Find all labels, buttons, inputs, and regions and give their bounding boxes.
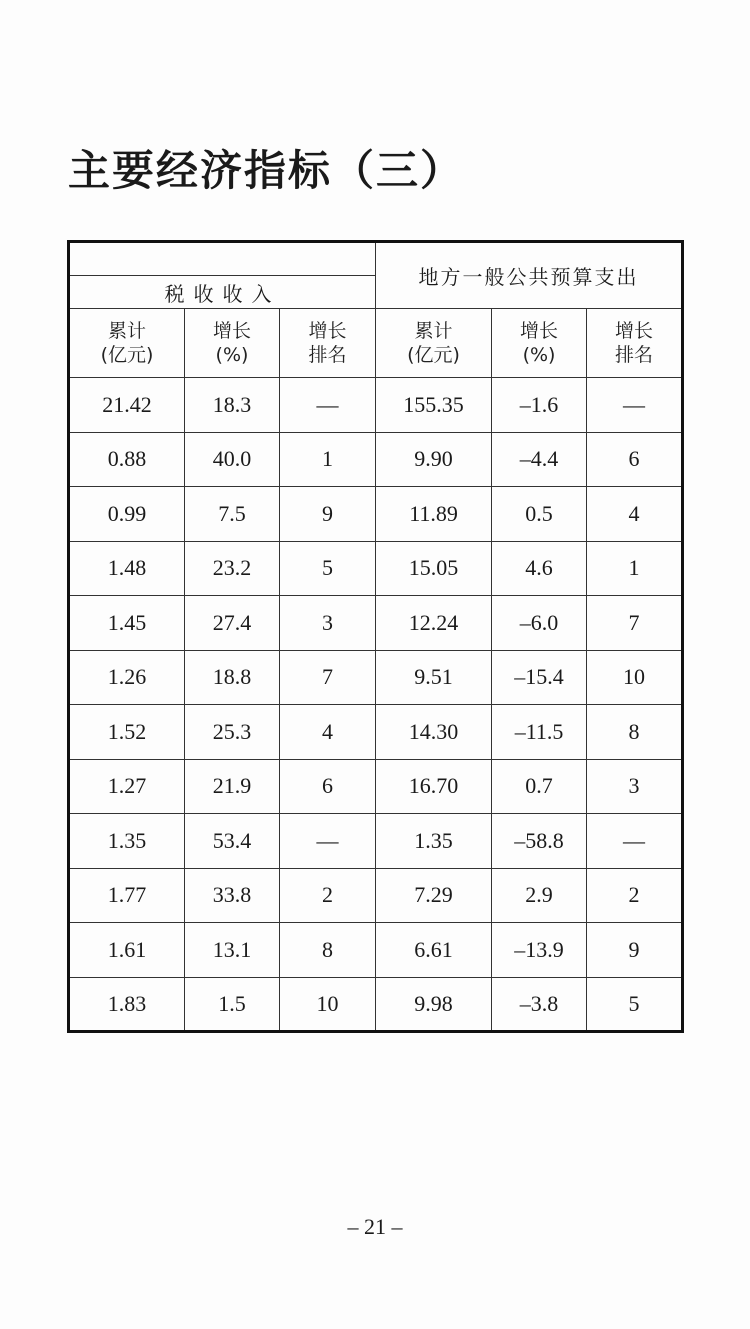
table-cell: 11.89: [376, 487, 492, 542]
table-cell: 10: [587, 650, 683, 705]
table-cell: 1.35: [376, 814, 492, 869]
table-cell: 8: [280, 923, 376, 978]
table-cell: —: [587, 378, 683, 433]
header-spacer: [69, 242, 376, 276]
column-header: [69, 309, 185, 378]
column-header-line1: 累计: [107, 320, 146, 342]
table-cell: 9.51: [376, 650, 492, 705]
table-row: [69, 977, 683, 1032]
table-row: [69, 596, 683, 651]
table-cell: 10: [280, 977, 376, 1032]
table-row: [69, 487, 683, 542]
table-cell: –1.6: [492, 378, 587, 433]
table-cell: 6: [587, 432, 683, 487]
table-cell: 0.7: [492, 759, 587, 814]
column-header: [587, 309, 683, 378]
table-cell: 1.61: [69, 923, 185, 978]
table-cell: 7: [587, 596, 683, 651]
column-header-line1: 增长: [308, 320, 347, 342]
column-header: [492, 309, 587, 378]
table-cell: 23.2: [185, 541, 280, 596]
table-cell: 155.35: [376, 378, 492, 433]
table-cell: 1.35: [69, 814, 185, 869]
table-row: [69, 432, 683, 487]
column-header: [280, 309, 376, 378]
economic-indicators-table: [67, 240, 684, 1033]
table-cell: 6: [280, 759, 376, 814]
column-header-line1: 增长: [615, 320, 654, 342]
table-cell: 3: [587, 759, 683, 814]
table-cell: 1.5: [185, 977, 280, 1032]
group-header-tax-revenue: 税收收入: [69, 276, 376, 309]
table-cell: 21.42: [69, 378, 185, 433]
table-cell: 2: [587, 868, 683, 923]
column-header-line2: (%): [215, 344, 249, 366]
table-cell: 7: [280, 650, 376, 705]
table-cell: 16.70: [376, 759, 492, 814]
table-cell: 1.52: [69, 705, 185, 760]
table-cell: 0.88: [69, 432, 185, 487]
table-cell: –15.4: [492, 650, 587, 705]
page-number: – 21 –: [347, 1214, 403, 1239]
table-cell: 4.6: [492, 541, 587, 596]
table-cell: –58.8: [492, 814, 587, 869]
table-cell: 5: [280, 541, 376, 596]
table-cell: 53.4: [185, 814, 280, 869]
table-cell: 7.5: [185, 487, 280, 542]
table-cell: 9.90: [376, 432, 492, 487]
table-cell: 0.5: [492, 487, 587, 542]
table-cell: 18.3: [185, 378, 280, 433]
table-cell: 6.61: [376, 923, 492, 978]
table-cell: 2.9: [492, 868, 587, 923]
table-cell: 1.83: [69, 977, 185, 1032]
table-cell: 33.8: [185, 868, 280, 923]
table-cell: 1.27: [69, 759, 185, 814]
table-cell: 2: [280, 868, 376, 923]
column-header-line2: 排名: [615, 344, 654, 366]
table-row: [69, 759, 683, 814]
table-cell: 1.77: [69, 868, 185, 923]
table-row: [69, 378, 683, 433]
table-row: [69, 868, 683, 923]
table-cell: –13.9: [492, 923, 587, 978]
table-row: [69, 650, 683, 705]
column-header-line1: 累计: [414, 320, 453, 342]
table-cell: 9: [587, 923, 683, 978]
table-cell: 4: [587, 487, 683, 542]
table-cell: –11.5: [492, 705, 587, 760]
table-cell: 8: [587, 705, 683, 760]
table-cell: –3.8: [492, 977, 587, 1032]
table-cell: 3: [280, 596, 376, 651]
table-row: [69, 705, 683, 760]
column-header-line1: 增长: [212, 320, 251, 342]
table-cell: –4.4: [492, 432, 587, 487]
table-cell: 21.9: [185, 759, 280, 814]
column-header: [376, 309, 492, 378]
table-row: [69, 541, 683, 596]
table-row: [69, 814, 683, 869]
table-cell: 1.45: [69, 596, 185, 651]
table-cell: 0.99: [69, 487, 185, 542]
table-cell: 4: [280, 705, 376, 760]
column-header-line2: 排名: [308, 344, 347, 366]
table-cell: 14.30: [376, 705, 492, 760]
table-cell: 27.4: [185, 596, 280, 651]
column-header-row: [69, 309, 683, 378]
column-header-line2: (亿元): [100, 344, 154, 366]
table-cell: 15.05: [376, 541, 492, 596]
table-cell: 7.29: [376, 868, 492, 923]
table-cell: —: [280, 378, 376, 433]
table-cell: –6.0: [492, 596, 587, 651]
column-header: [185, 309, 280, 378]
table-cell: 9: [280, 487, 376, 542]
table-cell: 1: [280, 432, 376, 487]
table-cell: 12.24: [376, 596, 492, 651]
table-cell: 25.3: [185, 705, 280, 760]
table-cell: 13.1: [185, 923, 280, 978]
column-header-line2: (亿元): [407, 344, 460, 366]
table-cell: 1.48: [69, 541, 185, 596]
group-header-expenditure: 地方一般公共预算支出: [376, 242, 683, 309]
table-cell: 9.98: [376, 977, 492, 1032]
column-header-line1: 增长: [520, 320, 559, 342]
table-cell: —: [587, 814, 683, 869]
column-header-line2: (%): [522, 344, 556, 366]
table-cell: 40.0: [185, 432, 280, 487]
page-title: 主要经济指标（三）: [68, 146, 465, 195]
table-row: [69, 923, 683, 978]
table-cell: 1: [587, 541, 683, 596]
table-cell: 5: [587, 977, 683, 1032]
table-cell: —: [280, 814, 376, 869]
table-cell: 18.8: [185, 650, 280, 705]
table-cell: 1.26: [69, 650, 185, 705]
